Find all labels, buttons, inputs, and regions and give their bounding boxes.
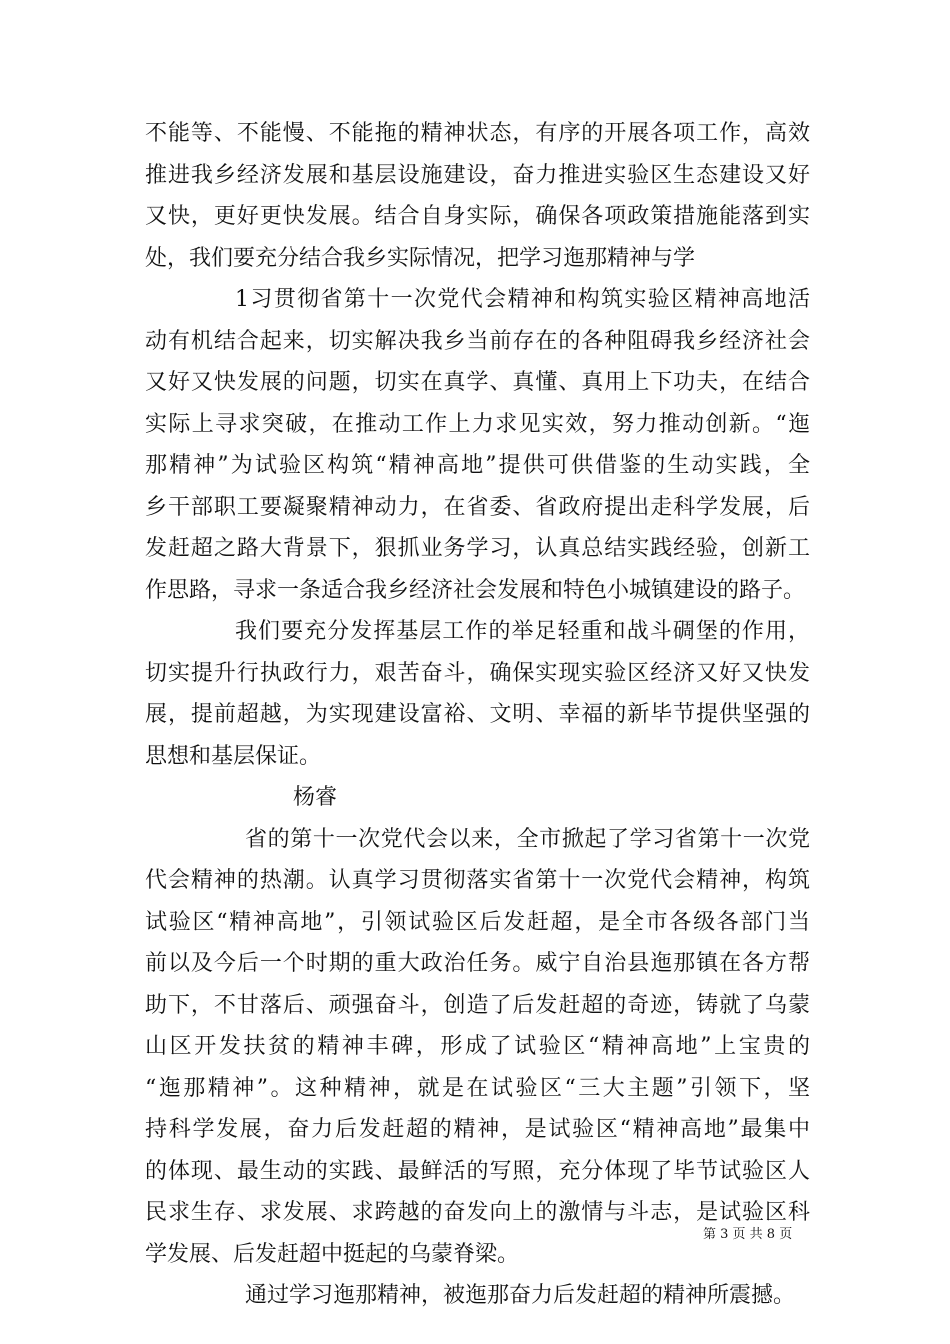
text-line: 民求生存、求发展、求跨越的奋发向上的激情与斗志，是试验区科 xyxy=(145,1200,810,1225)
text-line: 又快，更好更快发展。结合自身实际，确保各项政策措施能落到实 xyxy=(145,204,810,229)
author-name: 杨睿 xyxy=(293,785,338,810)
text-line: 动有机结合起来，切实解决我乡当前存在的各种阻碍我乡经济社会 xyxy=(145,328,810,354)
text-line: 展，提前超越，为实现建设富裕、文明、幸福的新毕节提供坚强的 xyxy=(145,702,810,727)
text-line: 又好又快发展的问题，切实在真学、真懂、真用上下功夫，在结合 xyxy=(145,370,810,395)
text-line: 山区开发扶贫的精神丰碑，形成了试验区“精神高地”上宝贵的 xyxy=(145,1034,810,1059)
text-line: 那精神”为试验区构筑“精神高地”提供可供借鉴的生动实践，全 xyxy=(145,453,810,478)
body-text xyxy=(145,113,810,1317)
page-number: 第 3 页 共 8 页 xyxy=(703,1227,793,1242)
text-line: 发赶超之路大背景下，狠抓业务学习，认真总结实践经验，创新工 xyxy=(145,536,810,561)
text-line: “迤那精神”。这种精神，就是在试验区“三大主题”引领下，坚 xyxy=(145,1075,810,1101)
text-line: 乡干部职工要凝聚精神动力，在省委、省政府提出走科学发展，后 xyxy=(145,494,810,520)
text-line: 实际上寻求突破，在推动工作上力求见实效，努力推动创新。“迤 xyxy=(145,411,810,437)
text-line: 我们要充分发挥基层工作的举足轻重和战斗碉堡的作用， xyxy=(235,619,810,644)
text-line: 思想和基层保证。 xyxy=(145,743,322,769)
text-line: 学发展、后发赶超中挺起的乌蒙脊梁。 xyxy=(145,1241,520,1267)
text-line: 切实提升行执政行力，艰苦奋斗，确保实现实验区经济又好又快发 xyxy=(145,660,810,686)
text-line: 推进我乡经济发展和基层设施建设，奋力推进实验区生态建设又好 xyxy=(145,162,810,188)
text-line: 前以及今后一个时期的重大政治任务。威宁自治县迤那镇在各方帮 xyxy=(145,951,810,976)
text-line: 代会精神的热潮。认真学习贯彻落实省第十一次党代会精神，构筑 xyxy=(145,868,810,893)
text-line: 持科学发展，奋力后发赶超的精神，是试验区“精神高地”最集中 xyxy=(145,1117,810,1142)
text-line: 作思路，寻求一条适合我乡经济社会发展和特色小城镇建设的路子。 xyxy=(145,577,806,603)
text-line: 的体现、最生动的实践、最鲜活的写照，充分体现了毕节试验区人 xyxy=(145,1158,810,1184)
text-line: 省的第十一次党代会以来，全市掀起了学习省第十一次党 xyxy=(245,826,810,852)
text-line: 通过学习迤那精神，被迤那奋力后发赶超的精神所震撼。 xyxy=(245,1283,796,1308)
text-line: 处，我们要充分结合我乡实际情况，把学习迤那精神与学 xyxy=(145,245,696,271)
text-line: 试验区“精神高地”，引领试验区后发赶超，是全市各级各部门当 xyxy=(145,909,810,935)
text-line: 1习贯彻省第十一次党代会精神和构筑实验区精神高地活 xyxy=(235,287,810,312)
text-line: 助下，不甘落后、顽强奋斗，创造了后发赶超的奇迹，铸就了乌蒙 xyxy=(145,992,810,1018)
text-line: 不能等、不能慢、不能拖的精神状态，有序的开展各项工作，高效 xyxy=(145,121,810,146)
